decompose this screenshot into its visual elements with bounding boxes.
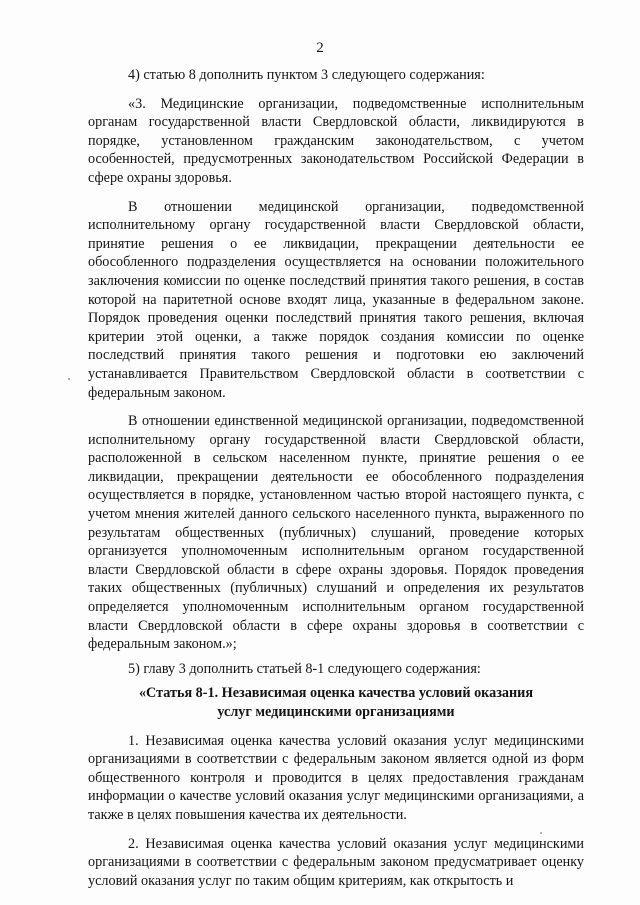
page-number: 2 (316, 40, 324, 56)
paragraph-item-5: 5) главу 3 дополнить статьей 8-1 следующего содержания: (128, 660, 481, 677)
paragraph-rural-organization: В отношении единственной медицинской организации, подведомственной исполнительному органу государственной власти Свердловской области, расположенной в сельском населенном пункте, принятие решения о ее ликвидации, прекращении деятельности ее обособленного подразделения осуществляется в порядке, установленном частью второй настоящего пункта, с учетом мнения жителей данного сельского населенного пункта, выраженного по результатам общественных (публичных) слушаний, проведение которых организуется уполномоченным исполнительным органом государственной власти Свердловской области в сфере охраны здоровья. Порядок проведения таких общественных (публичных) слушаний и определения их результатов определяется уполномоченным исполнительным органом государственной власти Свердловской области в сфере охраны здоровья в соответствии с федеральным законом.»; (88, 413, 584, 653)
paragraph-liquidation-decision: В отношении медицинской организации, подведомственной исполнительному органу государственной власти Свердловской области, принятие решения о ее ликвидации, прекращении деятельности ее обособленного подразделения осуществляется на основании положительного заключения комиссии по оценке последствий принятия такого решения, в состав которой на паритетной основе входят лица, указанные в федеральном законе. Порядок проведения оценки последствий принятия такого решения, включая критерии этой оценки, а также порядок создания комиссии по оценке последствий принятия такого решения и подготовки ею заключений устанавливается Правительством Свердловской области в соответствии с федеральным законом. (88, 198, 584, 401)
scan-speck (68, 378, 70, 380)
article-8-1-heading (88, 684, 584, 721)
paragraph-article-8-point-3: «3. Медицинские организации, подведомственные исполнительным органам государственной власти Свердловской области, ликвидируются в порядке, установленном гражданским законодательством, с учетом особенностей, предусмотренных законодательством Российской Федерации в сфере охраны здоровья. (88, 95, 584, 186)
scan-speck (540, 832, 542, 834)
paragraph-item-4: 4) статью 8 дополнить пунктом 3 следующего содержания: (128, 67, 485, 83)
paragraph-article-8-1-point-2: 2. Независимая оценка качества условий оказания услуг медицинскими организациями в соответствии с федеральным законом предусматривает оценку условий оказания услуг по таким общим критериям, как открытость и (88, 835, 584, 889)
article-heading-line-2: услуг медицинскими организациями (217, 704, 455, 720)
paragraph-article-8-1-point-1: 1. Независимая оценка качества условий оказания услуг медицинскими организациями в соответствии с федеральным законом является одной из форм общественного контроля и проводится в целях предоставления гражданам информации о качестве условий оказания услуг медицинскими организациями, а также в целях повышения качества их деятельности. (88, 732, 584, 823)
article-heading-line-1: «Статья 8-1. Независимая оценка качества условий оказания (138, 685, 534, 702)
document-body (88, 66, 584, 890)
